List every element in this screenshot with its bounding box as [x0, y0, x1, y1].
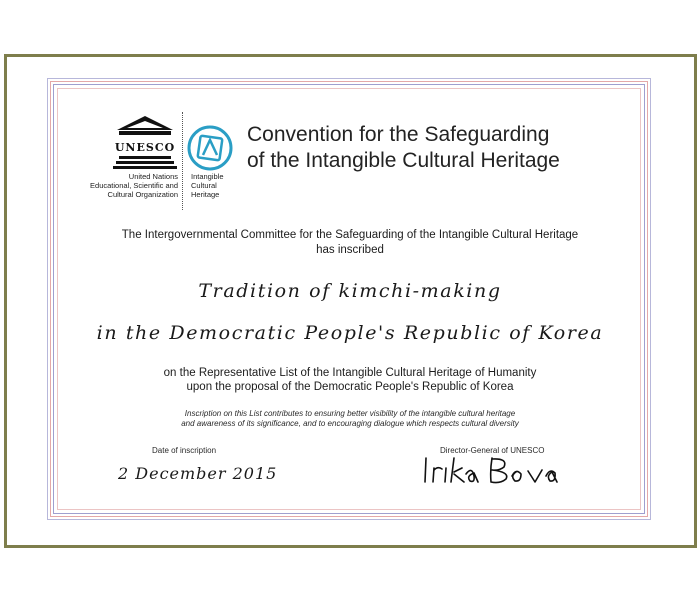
ich-caption-line: Intangible	[191, 172, 224, 181]
committee-statement-line: has inscribed	[316, 244, 384, 256]
unesco-caption-line: United Nations	[128, 172, 178, 181]
inscription-date: 2 December 2015	[118, 464, 278, 483]
element-name-line1: Tradition of kimchi-making	[198, 280, 502, 302]
unesco-caption-line: Cultural Organization	[107, 190, 178, 199]
ich-caption-line: Cultural	[191, 181, 217, 190]
signature-icon	[420, 454, 570, 488]
ich-logo-icon	[186, 124, 234, 172]
list-statement-line: upon the proposal of the Democratic People's Republic of Korea	[186, 381, 514, 393]
element-name-line2: in the Democratic People's Republic of Korea	[96, 322, 604, 344]
unesco-logo-text: UNESCO	[114, 141, 176, 154]
director-general-label: Director-General of UNESCO	[440, 446, 545, 455]
inscription-note-line: and awareness of its significance, and to encouraging dialogue which respects cultural diversity	[181, 419, 519, 428]
unesco-logo-icon	[113, 114, 177, 172]
list-statement	[60, 366, 640, 394]
date-label: Date of inscription	[152, 446, 217, 455]
ich-caption-line: Heritage	[191, 190, 220, 199]
ich-caption	[191, 172, 224, 199]
unesco-caption-line: Educational, Scientific and	[90, 181, 178, 190]
convention-title-line: of the Intangible Cultural Heritage	[247, 149, 560, 172]
convention-title	[247, 122, 560, 174]
inscription-note	[60, 409, 640, 429]
committee-statement	[60, 228, 640, 258]
committee-statement-line: The Intergovernmental Committee for the Safeguarding of the Intangible Cultural Heritage	[121, 229, 579, 241]
convention-title-line: Convention for the Safeguarding	[247, 123, 550, 146]
list-statement-line: on the Representative List of the Intangible Cultural Heritage of Humanity	[163, 367, 537, 379]
logo-divider	[182, 112, 183, 210]
inscription-note-line: Inscription on this List contributes to ensuring better visibility of the intangible cultural heritage	[184, 409, 516, 418]
unesco-caption	[82, 172, 178, 199]
